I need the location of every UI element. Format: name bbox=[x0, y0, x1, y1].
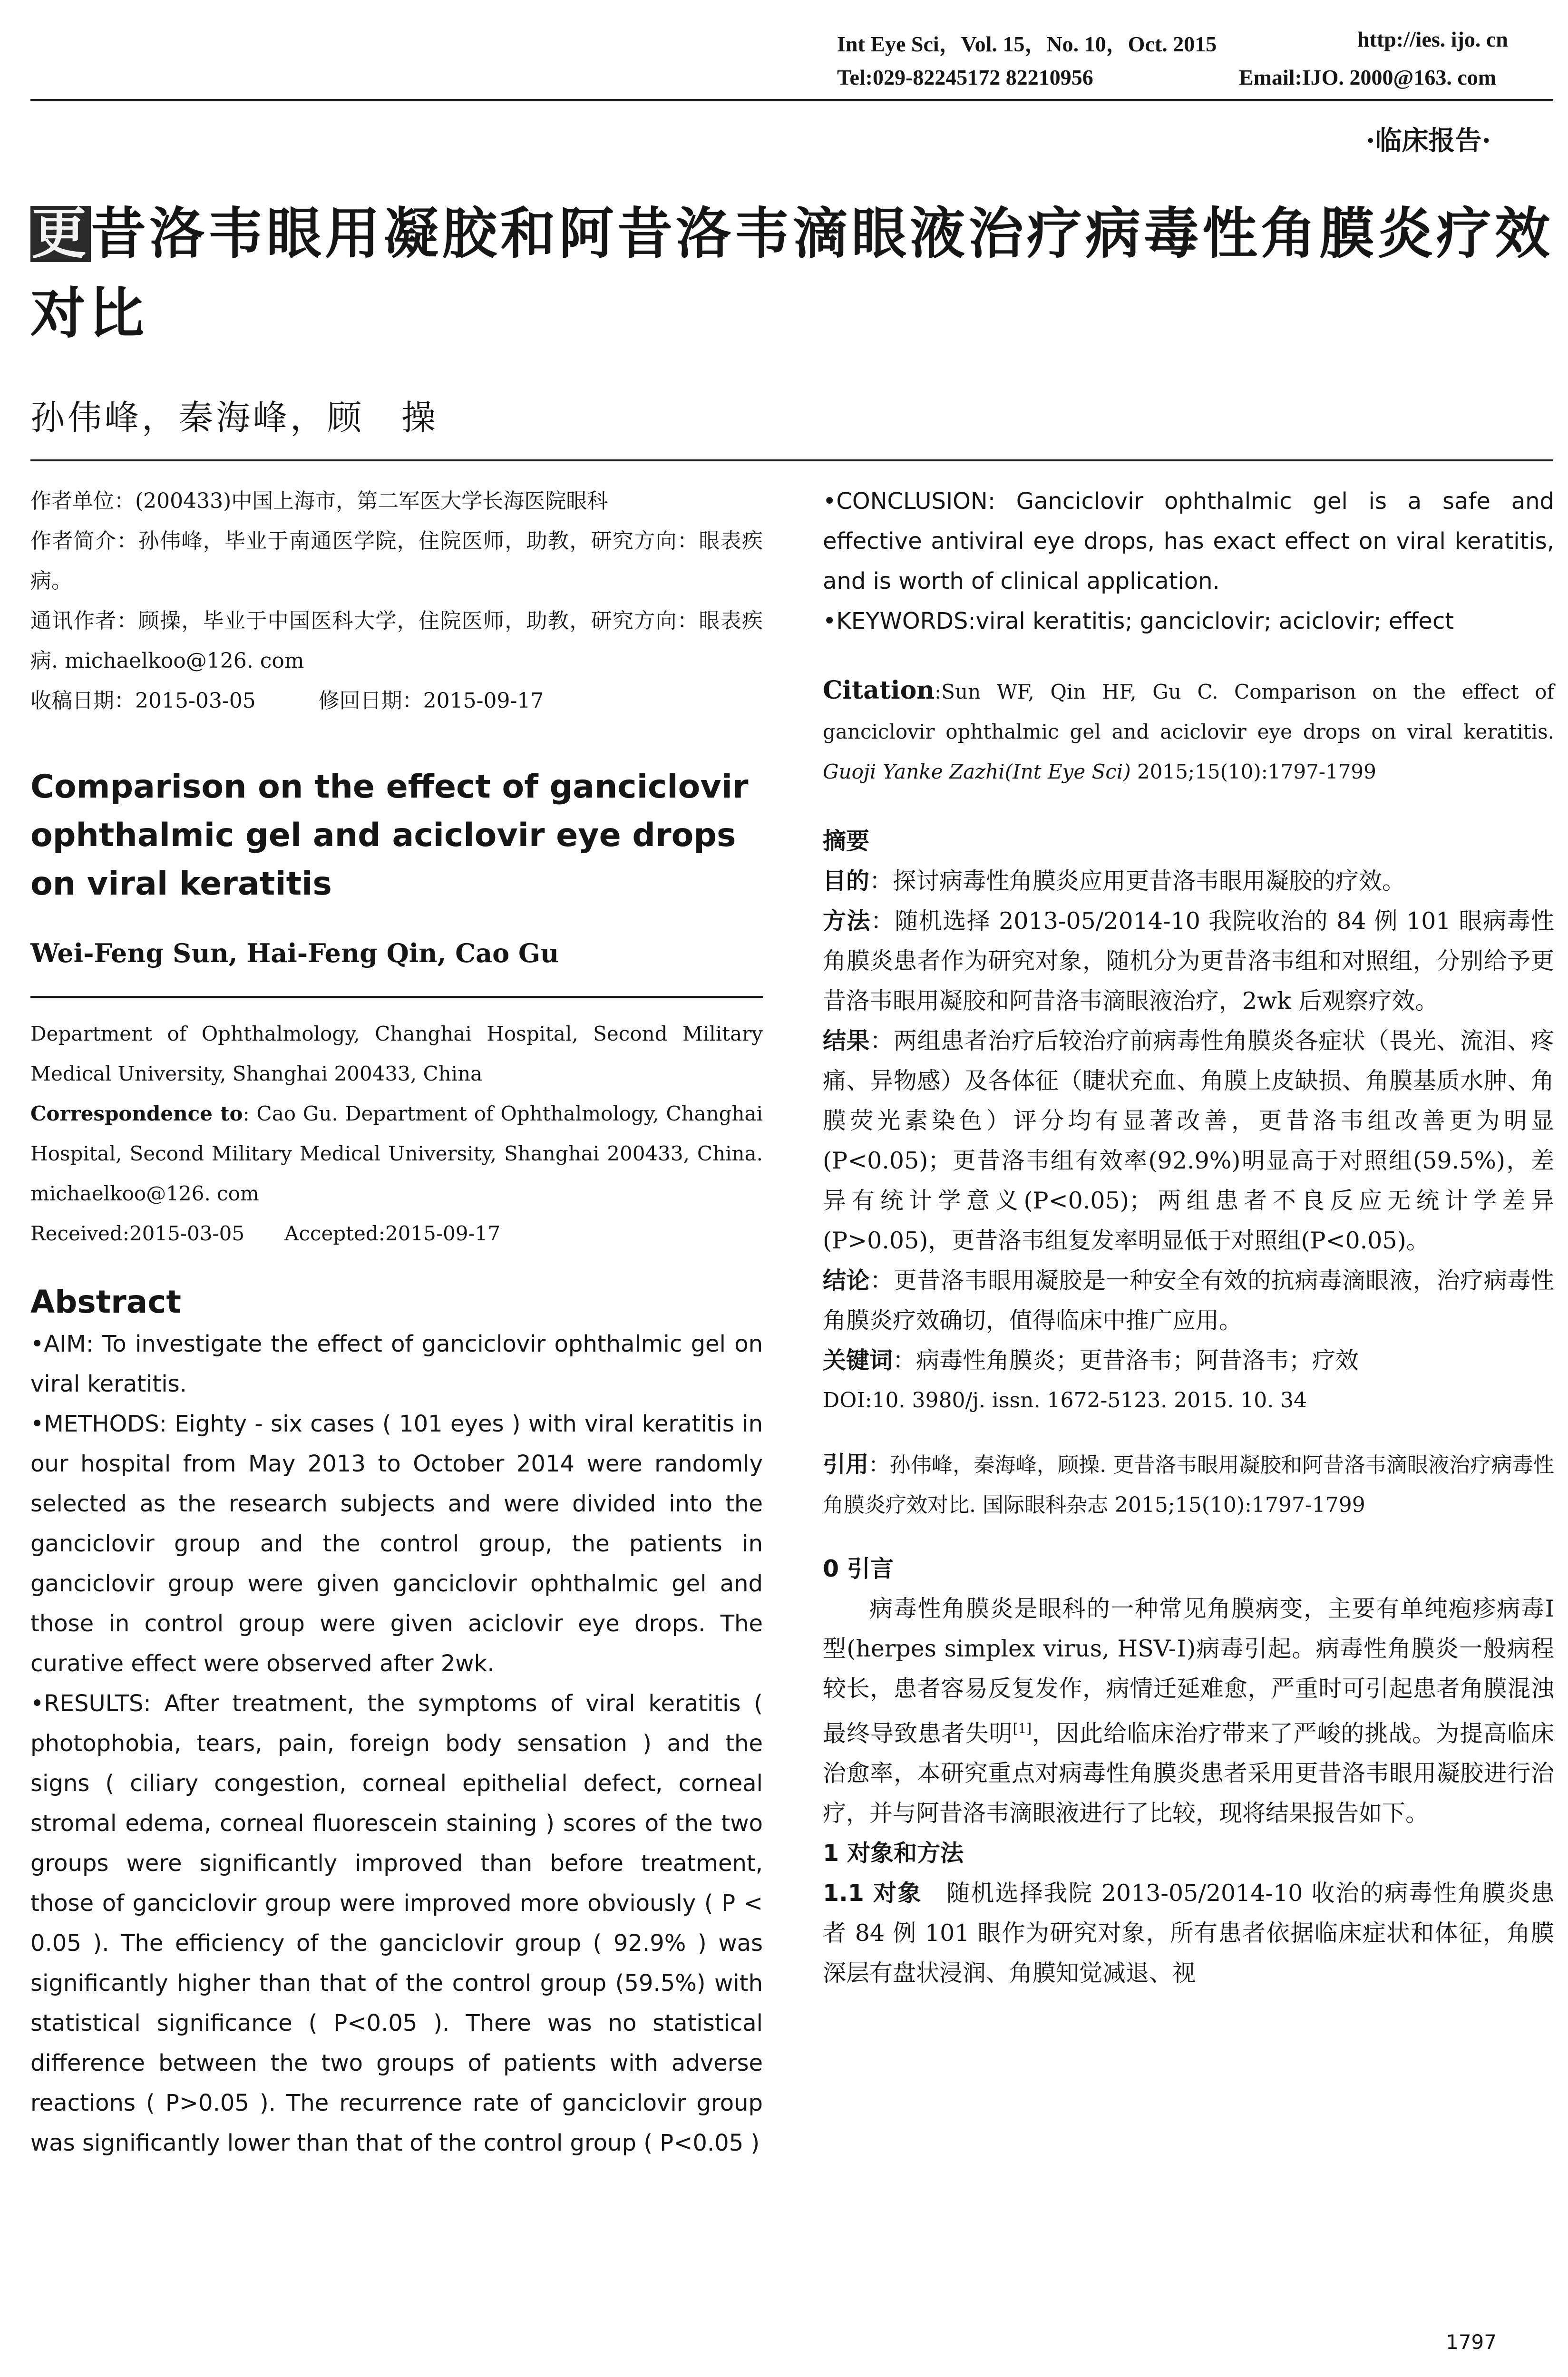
cn-aim-label: 目的 bbox=[823, 867, 870, 895]
cn-aim-text: ：探讨病毒性角膜炎应用更昔洛韦眼用凝胶的疗效。 bbox=[869, 867, 1406, 895]
results-label: •RESULTS bbox=[30, 1690, 144, 1717]
section-0-paragraph bbox=[823, 1589, 1554, 1833]
conclusion-label: •CONCLUSION bbox=[823, 488, 988, 515]
journal-tel: Tel:029-82245172 82210956 bbox=[837, 65, 1093, 89]
authors-en: Wei-Feng Sun, Hai-Feng Qin, Cao Gu bbox=[30, 938, 559, 968]
section-tag: ·临床报告· bbox=[1366, 125, 1491, 156]
citation-en bbox=[823, 671, 1554, 792]
abstract-keywords bbox=[823, 601, 1554, 641]
abstract-conclusion bbox=[823, 481, 1554, 601]
author-bio: 作者简介：孙伟峰，毕业于南通医学院，住院医师，助教，研究方向：眼表疾病。 bbox=[30, 529, 763, 593]
keywords-text: :viral keratitis; ganciclovir; aciclovir; effect bbox=[968, 608, 1454, 634]
affiliation-en bbox=[30, 1014, 763, 1254]
intro-text-tail: ，因此给临床治疗带来了严峻的挑战。为提高临床治愈率，本研究重点对病毒性角膜炎患者采用更昔洛韦眼用凝胶进行治疗，并与阿昔洛韦滴眼液进行了比较，现将结果报告如下。 bbox=[823, 1720, 1554, 1827]
section-1-heading: 1 对象和方法 bbox=[823, 1840, 964, 1867]
page-title bbox=[30, 194, 1554, 354]
reference-1[interactable]: [1] bbox=[1013, 1721, 1032, 1736]
right-column bbox=[823, 481, 1554, 1993]
left-column bbox=[30, 481, 763, 2163]
abstract-cn bbox=[823, 821, 1554, 1421]
citation-journal: Guoji Yanke Zazhi(Int Eye Sci) bbox=[823, 760, 1131, 783]
abstract-results bbox=[30, 1684, 763, 2163]
abstract-heading: Abstract bbox=[30, 1284, 181, 1320]
section-0-heading: 0 引言 bbox=[823, 1555, 894, 1582]
abstract-cn-methods bbox=[823, 901, 1554, 1021]
title-text: 昔洛韦眼用凝胶和阿昔洛韦滴眼液治疗病毒性角膜炎疗效对比 bbox=[30, 202, 1553, 346]
correspondence-en bbox=[30, 1094, 763, 1214]
received-dates-cn: 收稿日期：2015-03-05 修回日期：2015-09-17 bbox=[30, 689, 544, 713]
title-drop-char: 更 bbox=[31, 202, 90, 266]
methods-text: : Eighty - six cases ( 101 eyes ) with viral keratitis in our hospital from May 2013 to October 2014 were randomly selected as the research subjects and were divided into the ganciclovir group and the control group, the patients in ganciclovir group were given ganciclovir ophthalmic gel and those in control group were given aciclovir eye drops. The curative effect were observed after 2wk. bbox=[30, 1411, 763, 1677]
cn-methods-label: 方法 bbox=[823, 907, 871, 935]
abstract-cn-aim bbox=[823, 861, 1554, 901]
section-1-1 bbox=[823, 1873, 1554, 1993]
section-1-1-label: 1.1 对象 bbox=[823, 1880, 922, 1907]
section-1-1-text: 随机选择我院 2013-05/2014-10 收治的病毒性角膜炎患者 84 例 101 眼作为研究对象，所有患者依据临床症状和体征，角膜深层有盘状浸润、角膜知觉减退、视 bbox=[823, 1880, 1554, 1987]
affiliation-line: 作者单位：(200433)中国上海市，第二军医大学长海医院眼科 bbox=[30, 489, 608, 513]
abstract-cn-results bbox=[823, 1021, 1554, 1261]
aim-label: •AIM bbox=[30, 1331, 86, 1357]
citation-cn bbox=[823, 1444, 1554, 1525]
authors-cn: 孙伟峰，秦海峰，顾 操 bbox=[30, 398, 439, 438]
title-en: Comparison on the effect of ganciclovir ophthalmic gel and aciclovir eye drops on viral keratitis bbox=[30, 768, 749, 903]
cn-results-text: ：两组患者治疗后较治疗前病毒性角膜炎各症状（畏光、流泪、疼痛、异物感）及各体征（睫状充血、角膜上皮缺损、角膜基质水肿、角膜荧光素染色）评分均有显著改善，更昔洛韦组改善更为明显(P<0.05)；更昔洛韦组有效率(92.9%)明显高于对照组(59.5%)，差异有统计学意义(P<0.05)；两组患者不良反应无统计学差异(P>0.05)，更昔洛韦组复发率明显低于对照组(P<0.05)。 bbox=[823, 1027, 1554, 1254]
abstract-cn-heading: 摘要 bbox=[823, 828, 870, 855]
cn-keywords-text: ：病毒性角膜炎；更昔洛韦；阿昔洛韦；疗效 bbox=[893, 1347, 1359, 1374]
results-text: : After treatment, the symptoms of viral keratitis ( photophobia, tears, pain, foreign body sensation ) and the signs ( ciliary congestion, corneal epithelial defect, corneal stromal edema, corneal fluorescein staining ) scores of the two groups were significantly improved than before treatment, those of ganciclovir group were improved more obviously ( P < 0.05 ). The efficiency of the ganciclovir group ( 92.9% ) was significantly higher than that of the control group (59.5%) with statistical significance ( P<0.05 ). There was no statistical difference between the two groups of patients with adverse reactions ( P>0.05 ). The recurrence rate of ganciclovir group was significantly lower than that of the control group ( P<0.05 ) bbox=[30, 1690, 763, 2156]
corresponding-author: 通讯作者：顾操，毕业于中国医科大学，住院医师，助教，研究方向：眼表疾病. michaelkoo@126. com bbox=[30, 609, 763, 673]
abstract-cn-keywords bbox=[823, 1341, 1554, 1381]
conclusion-text: : Ganciclovir ophthalmic gel is a safe and effective antiviral eye drops, has exact effect on viral keratitis, and is worth of clinical application. bbox=[823, 488, 1554, 594]
citation-label: Citation bbox=[823, 676, 935, 705]
citation-cn-label: 引用 bbox=[823, 1451, 869, 1478]
citation-cn-text: ：孙伟峰，秦海峰，顾操. 更昔洛韦眼用凝胶和阿昔洛韦滴眼液治疗病毒性角膜炎疗效对比. 国际眼科杂志 2015;15(10):1797-1799 bbox=[823, 1453, 1554, 1517]
received-dates-en: Received:2015-03-05 Accepted:2015-09-17 bbox=[30, 1222, 501, 1245]
abstract-aim bbox=[30, 1324, 763, 1404]
cn-conclusion-label: 结论 bbox=[823, 1267, 870, 1294]
journal-email[interactable]: Email:IJO. 2000@163. com bbox=[1239, 65, 1497, 89]
abstract-cn-conclusion bbox=[823, 1261, 1554, 1341]
affiliation-cn bbox=[30, 481, 763, 721]
abstract-en bbox=[30, 1324, 763, 2163]
journal-url[interactable]: http://ies. ijo. cn bbox=[1357, 27, 1508, 51]
citation-text: :Sun WF, Qin HF, Gu C. Comparison on the effect of ganciclovir ophthalmic gel and aciclovir eye drops on viral keratitis. bbox=[823, 680, 1554, 743]
authors-rule bbox=[30, 996, 763, 998]
intro-text: 病毒性角膜炎是眼科的一种常见角膜病变，主要有单纯疱疹病毒Ⅰ型(herpes simplex virus, HSV-Ⅰ)病毒引起。病毒性角膜炎一般病程较长，患者容易反复发作，病情迁延难愈，严重时可引起患者角膜混浊最终导致患者失明 bbox=[823, 1595, 1554, 1747]
cn-methods-text: ：随机选择 2013-05/2014-10 我院收治的 84 例 101 眼病毒性角膜炎患者作为研究对象，随机分为更昔洛韦组和对照组，分别给予更昔洛韦眼用凝胶和阿昔洛韦滴眼液治疗，2wk 后观察疗效。 bbox=[823, 907, 1554, 1014]
correspondence-label: Correspondence to bbox=[30, 1102, 243, 1125]
cn-keywords-label: 关键词 bbox=[823, 1347, 893, 1374]
cn-results-label: 结果 bbox=[823, 1027, 870, 1054]
introduction bbox=[823, 1549, 1554, 1993]
title-rule bbox=[30, 459, 1553, 461]
header-rule bbox=[30, 99, 1553, 101]
abstract-en-continued bbox=[823, 481, 1554, 641]
keywords-label: •KEYWORDS bbox=[823, 608, 968, 634]
citation-tail: 2015;15(10):1797-1799 bbox=[1130, 760, 1376, 783]
correspondence-text: : Cao Gu. Department of Ophthalmology, Changhai Hospital, Second Military Medical University, Shanghai 200433, China. michaelkoo@126. com bbox=[30, 1102, 763, 1205]
journal-line: Int Eye Sci，Vol. 15，No. 10，Oct. 2015 bbox=[837, 32, 1217, 56]
cn-conclusion-text: ：更昔洛韦眼用凝胶是一种安全有效的抗病毒滴眼液，治疗病毒性角膜炎疗效确切，值得临床中推广应用。 bbox=[823, 1267, 1554, 1334]
doi[interactable]: DOI:10. 3980/j. issn. 1672-5123. 2015. 10. 34 bbox=[823, 1388, 1307, 1413]
methods-label: •METHODS bbox=[30, 1411, 159, 1437]
abstract-methods bbox=[30, 1404, 763, 1684]
department-en: Department of Ophthalmology, Changhai Hospital, Second Military Medical University, Shanghai 200433, China bbox=[30, 1022, 763, 1085]
page-number: 1797 bbox=[1446, 2330, 1497, 2354]
aim-text: : To investigate the effect of ganciclovir ophthalmic gel on viral keratitis. bbox=[30, 1331, 763, 1397]
